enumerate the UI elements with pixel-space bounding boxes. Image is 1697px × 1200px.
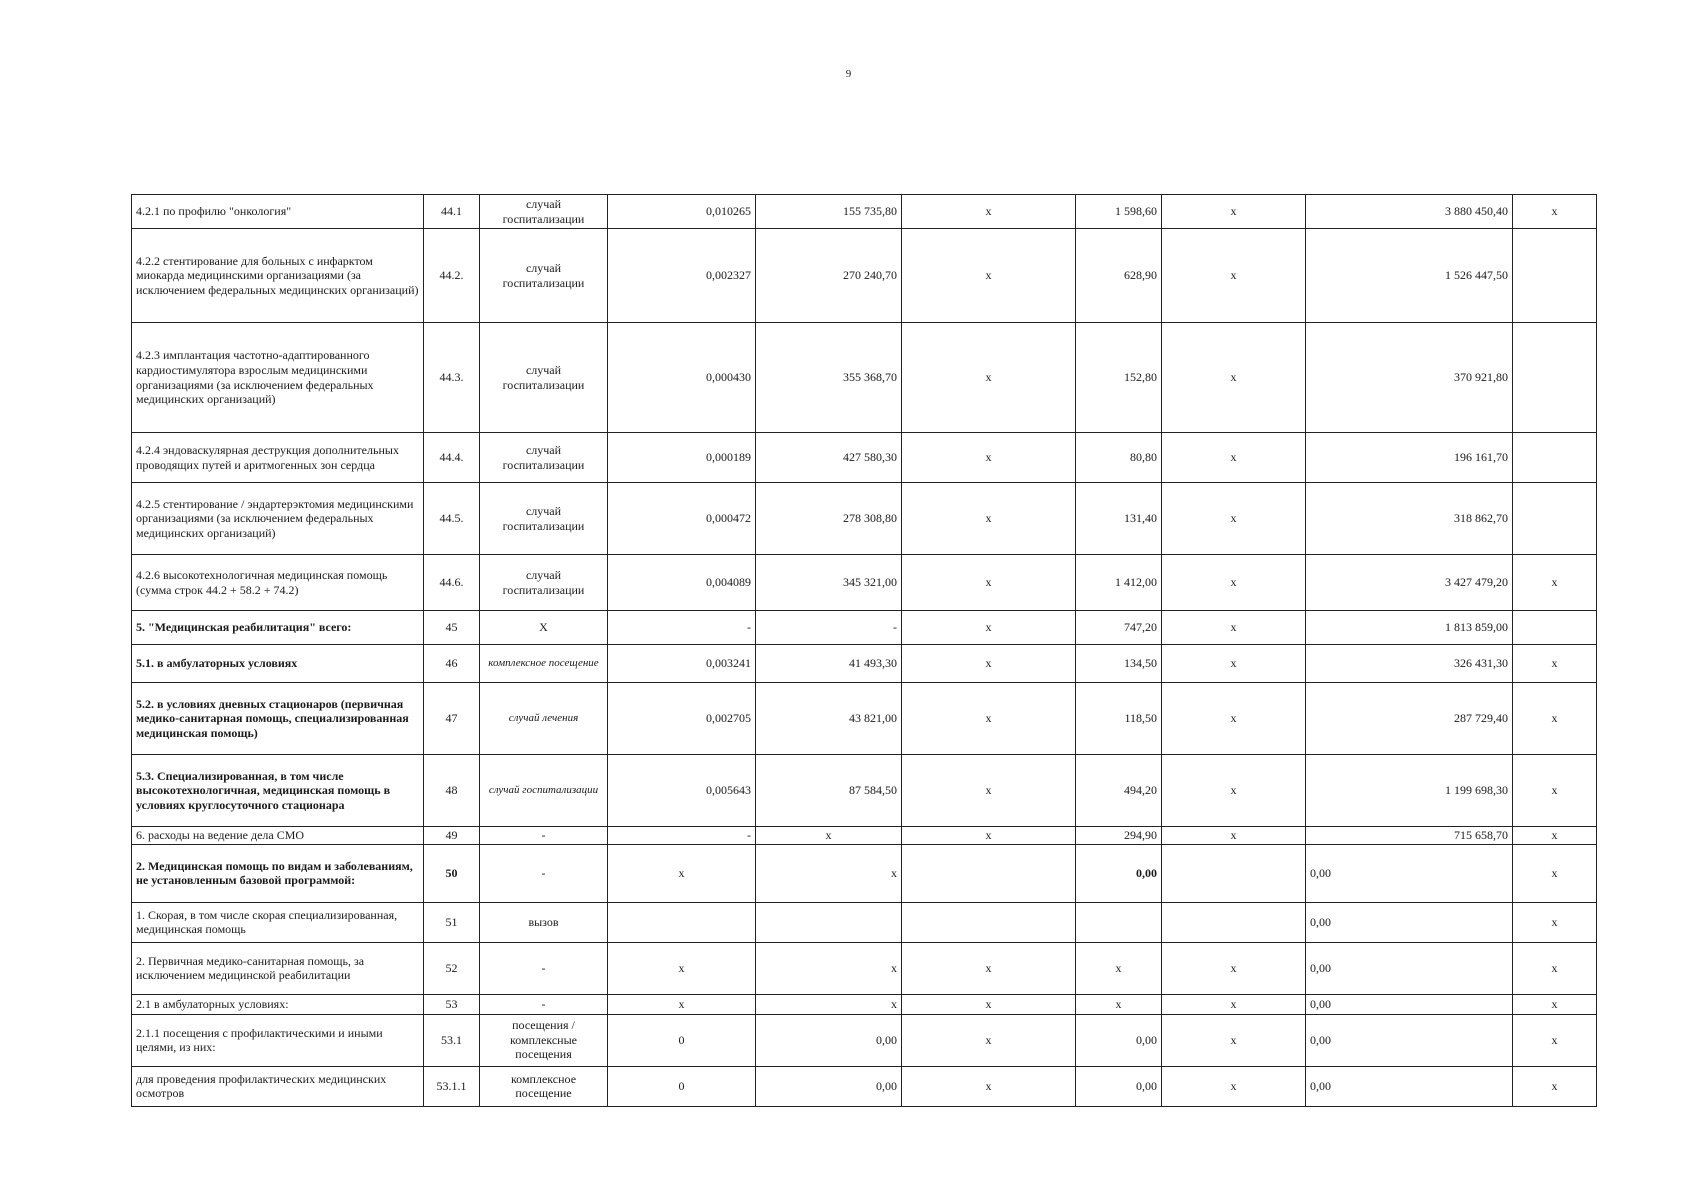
row-name-cell: 4.2.2 стентирование для больных с инфарктом миокарда медицинскими организациями (за исключением федеральных медицинских организаций)	[132, 229, 424, 323]
row-code-cell: 51	[424, 902, 480, 942]
row-code-cell: 45	[424, 611, 480, 645]
row-name-cell: 4.2.3 имплантация частотно-адаптированного кардиостимулятора взрослым медицинскими организациями (за исключением федеральных медицинских организаций)	[132, 323, 424, 433]
row-value-cell-6: 0,00	[1306, 1014, 1513, 1066]
row-value-cell-2	[756, 902, 902, 942]
table-row	[132, 433, 1597, 483]
row-value-cell-1: 0,003241	[608, 645, 756, 683]
row-value-cell-6: 0,00	[1306, 994, 1513, 1014]
row-name-cell: 4.2.4 эндоваскулярная деструкция дополнительных проводящих путей и аритмогенных зон сердца	[132, 433, 424, 483]
row-code-cell: 44.3.	[424, 323, 480, 433]
row-value-cell-4: 131,40	[1076, 483, 1162, 555]
row-name-cell: 2. Первичная медико-санитарная помощь, за исключением медицинской реабилитации	[132, 942, 424, 994]
row-value-cell-7: х	[1513, 942, 1597, 994]
row-unit-cell: случай госпитализации	[480, 229, 608, 323]
row-value-cell-1: 0,005643	[608, 755, 756, 827]
table-row	[132, 323, 1597, 433]
row-value-cell-2: 278 308,80	[756, 483, 902, 555]
row-code-cell: 48	[424, 755, 480, 827]
row-value-cell-4: 628,90	[1076, 229, 1162, 323]
row-value-cell-6: 287 729,40	[1306, 683, 1513, 755]
row-value-cell-5: х	[1162, 195, 1306, 229]
row-unit-cell: случай госпитализации	[480, 755, 608, 827]
row-value-cell-3: х	[902, 555, 1076, 611]
row-value-cell-2: 345 321,00	[756, 555, 902, 611]
row-value-cell-4: 1 412,00	[1076, 555, 1162, 611]
row-name-cell: 5. "Медицинская реабилитация" всего:	[132, 611, 424, 645]
row-value-cell-7: х	[1513, 844, 1597, 902]
row-value-cell-5: х	[1162, 994, 1306, 1014]
row-value-cell-7	[1513, 433, 1597, 483]
row-value-cell-3: х	[902, 229, 1076, 323]
row-value-cell-1: -	[608, 827, 756, 845]
row-value-cell-2: х	[756, 942, 902, 994]
row-value-cell-5: х	[1162, 1014, 1306, 1066]
table-row	[132, 1066, 1597, 1106]
row-value-cell-3: х	[902, 483, 1076, 555]
row-value-cell-1: 0,002327	[608, 229, 756, 323]
row-name-cell: для проведения профилактических медицинских осмотров	[132, 1066, 424, 1106]
row-value-cell-5: х	[1162, 229, 1306, 323]
row-value-cell-5: х	[1162, 683, 1306, 755]
row-value-cell-7: х	[1513, 195, 1597, 229]
row-value-cell-5: х	[1162, 555, 1306, 611]
row-value-cell-4: 1 598,60	[1076, 195, 1162, 229]
row-value-cell-3: х	[902, 1014, 1076, 1066]
table-row	[132, 555, 1597, 611]
row-value-cell-5: х	[1162, 755, 1306, 827]
table-row	[132, 902, 1597, 942]
row-name-cell: 5.1. в амбулаторных условиях	[132, 645, 424, 683]
row-value-cell-4: 0,00	[1076, 1066, 1162, 1106]
row-code-cell: 44.6.	[424, 555, 480, 611]
row-value-cell-7: х	[1513, 902, 1597, 942]
row-unit-cell: случай госпитализации	[480, 195, 608, 229]
row-value-cell-1: 0,010265	[608, 195, 756, 229]
row-unit-cell: комплексное посещение	[480, 645, 608, 683]
table-row	[132, 645, 1597, 683]
row-value-cell-1: 0,000472	[608, 483, 756, 555]
row-value-cell-5	[1162, 902, 1306, 942]
row-value-cell-7	[1513, 323, 1597, 433]
table-row	[132, 229, 1597, 323]
table-row	[132, 1014, 1597, 1066]
row-value-cell-6: 1 526 447,50	[1306, 229, 1513, 323]
row-value-cell-6: 0,00	[1306, 844, 1513, 902]
row-value-cell-5: х	[1162, 483, 1306, 555]
row-value-cell-7: х	[1513, 645, 1597, 683]
row-value-cell-2: 355 368,70	[756, 323, 902, 433]
row-value-cell-5: х	[1162, 611, 1306, 645]
row-unit-cell: -	[480, 942, 608, 994]
row-value-cell-6: 196 161,70	[1306, 433, 1513, 483]
row-code-cell: 49	[424, 827, 480, 845]
row-value-cell-3: х	[902, 755, 1076, 827]
row-value-cell-6: 0,00	[1306, 942, 1513, 994]
table-row	[132, 844, 1597, 902]
page-number: 9	[845, 68, 852, 80]
row-value-cell-5: х	[1162, 645, 1306, 683]
row-name-cell: 2.1.1 посещения с профилактическими и иными целями, из них:	[132, 1014, 424, 1066]
row-value-cell-5: х	[1162, 1066, 1306, 1106]
row-value-cell-6: 1 199 698,30	[1306, 755, 1513, 827]
row-value-cell-6: 0,00	[1306, 1066, 1513, 1106]
row-value-cell-7: х	[1513, 1066, 1597, 1106]
row-value-cell-7: х	[1513, 994, 1597, 1014]
row-value-cell-1: 0,000430	[608, 323, 756, 433]
row-value-cell-3: х	[902, 323, 1076, 433]
row-value-cell-6: 0,00	[1306, 902, 1513, 942]
row-value-cell-4: 294,90	[1076, 827, 1162, 845]
row-value-cell-4: 152,80	[1076, 323, 1162, 433]
row-value-cell-4: 0,00	[1076, 1014, 1162, 1066]
table-body	[132, 195, 1597, 1107]
row-unit-cell: -	[480, 827, 608, 845]
row-value-cell-6: 3 880 450,40	[1306, 195, 1513, 229]
row-value-cell-1: 0,002705	[608, 683, 756, 755]
row-value-cell-7	[1513, 483, 1597, 555]
row-value-cell-3: х	[902, 683, 1076, 755]
row-value-cell-4: 747,20	[1076, 611, 1162, 645]
row-unit-cell: комплексное посещение	[480, 1066, 608, 1106]
row-value-cell-1: х	[608, 942, 756, 994]
table-row	[132, 994, 1597, 1014]
row-value-cell-2: х	[756, 994, 902, 1014]
table-row	[132, 827, 1597, 845]
row-unit-cell: -	[480, 994, 608, 1014]
table-row	[132, 483, 1597, 555]
row-value-cell-7: х	[1513, 827, 1597, 845]
row-unit-cell: случай госпитализации	[480, 483, 608, 555]
row-code-cell: 44.1	[424, 195, 480, 229]
row-unit-cell: вызов	[480, 902, 608, 942]
row-value-cell-2: 43 821,00	[756, 683, 902, 755]
row-value-cell-1: -	[608, 611, 756, 645]
row-name-cell: 5.3. Специализированная, в том числе высокотехнологичная, медицинская помощь в условиях круглосуточного стационара	[132, 755, 424, 827]
row-code-cell: 53.1.1	[424, 1066, 480, 1106]
row-value-cell-2: 87 584,50	[756, 755, 902, 827]
row-name-cell: 4.2.6 высокотехнологичная медицинская помощь (сумма строк 44.2 + 58.2 + 74.2)	[132, 555, 424, 611]
row-value-cell-2: 41 493,30	[756, 645, 902, 683]
row-code-cell: 53	[424, 994, 480, 1014]
row-value-cell-4: х	[1076, 942, 1162, 994]
row-value-cell-3: х	[902, 942, 1076, 994]
row-name-cell: 2.1 в амбулаторных условиях:	[132, 994, 424, 1014]
row-value-cell-2: х	[756, 844, 902, 902]
row-value-cell-7: х	[1513, 555, 1597, 611]
row-value-cell-4	[1076, 902, 1162, 942]
row-unit-cell: посещения / комплексные посещения	[480, 1014, 608, 1066]
row-value-cell-1: х	[608, 994, 756, 1014]
row-code-cell: 44.5.	[424, 483, 480, 555]
row-value-cell-4: 134,50	[1076, 645, 1162, 683]
row-code-cell: 44.4.	[424, 433, 480, 483]
row-code-cell: 44.2.	[424, 229, 480, 323]
row-value-cell-7: х	[1513, 683, 1597, 755]
row-code-cell: 47	[424, 683, 480, 755]
table-row	[132, 195, 1597, 229]
row-value-cell-4: 0,00	[1076, 844, 1162, 902]
row-value-cell-7	[1513, 229, 1597, 323]
row-value-cell-1: 0,000189	[608, 433, 756, 483]
row-name-cell: 6. расходы на ведение дела СМО	[132, 827, 424, 845]
row-value-cell-5: х	[1162, 323, 1306, 433]
row-value-cell-2: -	[756, 611, 902, 645]
table-row	[132, 611, 1597, 645]
row-unit-cell: случай госпитализации	[480, 323, 608, 433]
row-value-cell-1	[608, 902, 756, 942]
table-row	[132, 942, 1597, 994]
row-code-cell: 52	[424, 942, 480, 994]
table-row	[132, 683, 1597, 755]
row-name-cell: 4.2.5 стентирование / эндартерэктомия медицинскими организациями (за исключением федеральных медицинских организаций)	[132, 483, 424, 555]
row-value-cell-3: х	[902, 195, 1076, 229]
row-value-cell-2: х	[756, 827, 902, 845]
row-value-cell-3	[902, 844, 1076, 902]
row-code-cell: 46	[424, 645, 480, 683]
financing-table	[131, 194, 1597, 1107]
row-value-cell-1: 0,004089	[608, 555, 756, 611]
row-value-cell-4: 118,50	[1076, 683, 1162, 755]
row-value-cell-5	[1162, 844, 1306, 902]
row-value-cell-4: х	[1076, 994, 1162, 1014]
row-value-cell-5: х	[1162, 827, 1306, 845]
row-unit-cell: Х	[480, 611, 608, 645]
row-value-cell-6: 715 658,70	[1306, 827, 1513, 845]
row-value-cell-3: х	[902, 827, 1076, 845]
table-row	[132, 755, 1597, 827]
row-value-cell-3	[902, 902, 1076, 942]
row-unit-cell: случай госпитализации	[480, 433, 608, 483]
row-name-cell: 2. Медицинская помощь по видам и заболеваниям, не установленным базовой программой:	[132, 844, 424, 902]
row-value-cell-2: 427 580,30	[756, 433, 902, 483]
row-value-cell-5: х	[1162, 433, 1306, 483]
row-value-cell-2: 270 240,70	[756, 229, 902, 323]
row-name-cell: 1. Скорая, в том числе скорая специализированная, медицинская помощь	[132, 902, 424, 942]
row-code-cell: 53.1	[424, 1014, 480, 1066]
row-value-cell-2: 0,00	[756, 1066, 902, 1106]
row-value-cell-4: 494,20	[1076, 755, 1162, 827]
row-value-cell-5: х	[1162, 942, 1306, 994]
row-value-cell-3: х	[902, 994, 1076, 1014]
row-value-cell-2: 0,00	[756, 1014, 902, 1066]
row-value-cell-6: 370 921,80	[1306, 323, 1513, 433]
row-value-cell-7: х	[1513, 1014, 1597, 1066]
row-value-cell-1: 0	[608, 1066, 756, 1106]
row-code-cell: 50	[424, 844, 480, 902]
row-value-cell-6: 1 813 859,00	[1306, 611, 1513, 645]
row-value-cell-2: 155 735,80	[756, 195, 902, 229]
row-value-cell-1: х	[608, 844, 756, 902]
row-value-cell-3: х	[902, 645, 1076, 683]
row-value-cell-3: х	[902, 433, 1076, 483]
row-value-cell-4: 80,80	[1076, 433, 1162, 483]
row-value-cell-3: х	[902, 1066, 1076, 1106]
row-value-cell-7: х	[1513, 755, 1597, 827]
row-unit-cell: -	[480, 844, 608, 902]
row-value-cell-6: 318 862,70	[1306, 483, 1513, 555]
row-unit-cell: случай лечения	[480, 683, 608, 755]
row-value-cell-3: х	[902, 611, 1076, 645]
row-name-cell: 4.2.1 по профилю "онкология"	[132, 195, 424, 229]
row-value-cell-1: 0	[608, 1014, 756, 1066]
row-unit-cell: случай госпитализации	[480, 555, 608, 611]
row-name-cell: 5.2. в условиях дневных стационаров (первичная медико-санитарная помощь, специализированная медицинская помощь)	[132, 683, 424, 755]
row-value-cell-7	[1513, 611, 1597, 645]
row-value-cell-6: 3 427 479,20	[1306, 555, 1513, 611]
row-value-cell-6: 326 431,30	[1306, 645, 1513, 683]
